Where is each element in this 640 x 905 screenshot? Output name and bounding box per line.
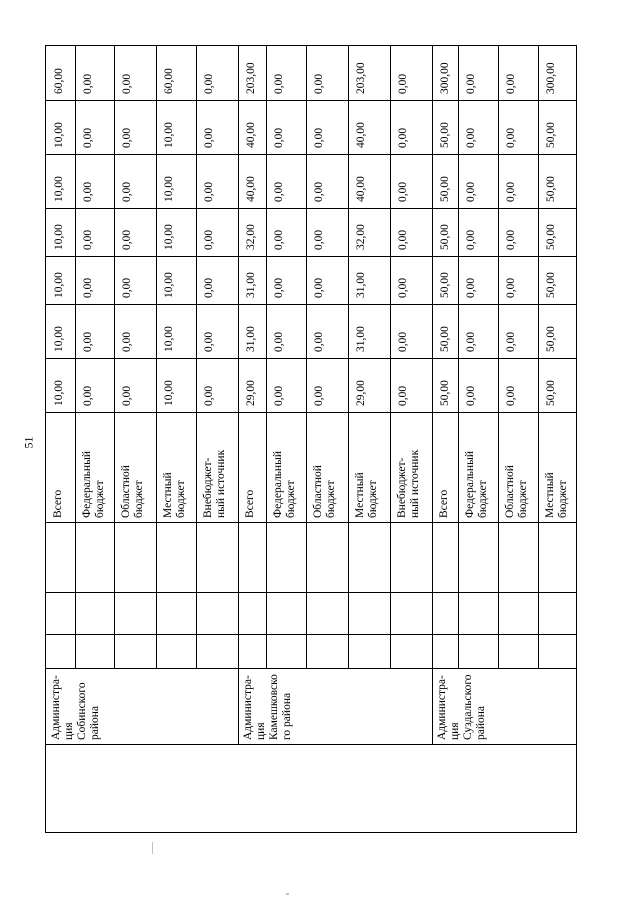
row-divider <box>498 46 499 668</box>
value-cell: 0,00 <box>505 73 517 94</box>
value-cell: 40,00 <box>355 176 367 202</box>
value-cell: 0,00 <box>465 229 477 250</box>
value-cell: 0,00 <box>82 331 94 352</box>
value-cell: 10,00 <box>53 272 65 298</box>
value-cell: 0,00 <box>203 181 215 202</box>
value-cell: 50,00 <box>439 122 451 148</box>
value-cell: 0,00 <box>505 127 517 148</box>
funding-source-label: Областной бюджет <box>504 465 529 518</box>
value-cell: 0,00 <box>313 229 325 250</box>
value-cell: 40,00 <box>245 176 257 202</box>
value-cell: 0,00 <box>121 127 133 148</box>
value-cell: 10,00 <box>163 122 175 148</box>
row-divider <box>75 46 76 668</box>
value-cell: 32,00 <box>355 224 367 250</box>
value-cell: 0,00 <box>313 181 325 202</box>
value-cell: 0,00 <box>465 331 477 352</box>
value-cell: 0,00 <box>505 181 517 202</box>
value-cell: 0,00 <box>397 385 409 406</box>
value-cell: 10,00 <box>163 272 175 298</box>
value-cell: 10,00 <box>53 176 65 202</box>
value-cell: 0,00 <box>313 277 325 298</box>
value-cell: 10,00 <box>163 176 175 202</box>
value-cell: 60,00 <box>163 68 175 94</box>
organisation-name: Администра- ция Суздальского района <box>436 674 487 740</box>
value-cell: 0,00 <box>273 277 285 298</box>
value-cell: 0,00 <box>203 331 215 352</box>
value-cell: 60,00 <box>53 68 65 94</box>
value-cell: 31,00 <box>355 272 367 298</box>
funding-source-label: Местный бюджет <box>162 472 187 518</box>
value-cell: 203,00 <box>355 62 367 94</box>
value-cell: 31,00 <box>245 326 257 352</box>
value-cell: 0,00 <box>273 73 285 94</box>
funding-source-label: Федеральный бюджет <box>464 451 489 518</box>
value-cell: 300,00 <box>439 62 451 94</box>
organisation-name: Администра- ция Собинского района <box>50 675 101 740</box>
column-divider <box>46 744 577 745</box>
value-cell: 50,00 <box>545 326 557 352</box>
funding-source-label: Местный бюджет <box>544 472 569 518</box>
row-divider <box>390 46 391 668</box>
value-cell: 50,00 <box>439 380 451 406</box>
value-cell: 50,00 <box>545 272 557 298</box>
value-cell: 0,00 <box>203 73 215 94</box>
value-cell: 10,00 <box>53 380 65 406</box>
value-cell: 0,00 <box>465 181 477 202</box>
value-cell: 0,00 <box>121 73 133 94</box>
value-cell: 50,00 <box>439 326 451 352</box>
column-divider <box>46 668 577 669</box>
value-cell: 0,00 <box>273 229 285 250</box>
value-cell: 29,00 <box>355 380 367 406</box>
value-cell: 0,00 <box>121 385 133 406</box>
row-divider <box>306 46 307 668</box>
funding-source-label: Внебюджет- ный источник <box>202 449 227 518</box>
value-cell: 0,00 <box>397 229 409 250</box>
funding-source-label: Всего <box>438 489 450 518</box>
value-cell: 0,00 <box>465 385 477 406</box>
value-cell: 0,00 <box>397 73 409 94</box>
value-cell: 0,00 <box>505 229 517 250</box>
page-number: 51 <box>21 436 36 449</box>
budget-table <box>45 45 577 833</box>
value-cell: 0,00 <box>313 331 325 352</box>
value-cell: 10,00 <box>53 224 65 250</box>
value-cell: 31,00 <box>355 326 367 352</box>
funding-source-label: Местный бюджет <box>354 472 379 518</box>
value-cell: 0,00 <box>505 385 517 406</box>
funding-source-label: Федеральный бюджет <box>272 451 297 518</box>
organisation-name: Администра- ция Камешковско го района <box>242 674 293 740</box>
value-cell: 0,00 <box>82 385 94 406</box>
row-divider <box>266 46 267 668</box>
value-cell: 0,00 <box>82 277 94 298</box>
value-cell: 0,00 <box>82 127 94 148</box>
scan-artifact <box>152 842 153 854</box>
value-cell: 0,00 <box>121 331 133 352</box>
value-cell: 10,00 <box>163 326 175 352</box>
value-cell: 203,00 <box>245 62 257 94</box>
funding-source-label: Внебюджет- ный источник <box>396 449 421 518</box>
row-divider <box>114 46 115 668</box>
value-cell: 0,00 <box>273 181 285 202</box>
group-divider <box>238 46 239 744</box>
row-divider <box>538 46 539 668</box>
value-cell: 29,00 <box>245 380 257 406</box>
value-cell: 0,00 <box>203 127 215 148</box>
value-cell: 0,00 <box>121 229 133 250</box>
value-cell: 0,00 <box>313 127 325 148</box>
row-divider <box>196 46 197 668</box>
funding-source-label: Всего <box>244 489 256 518</box>
value-cell: 0,00 <box>203 229 215 250</box>
value-cell: 0,00 <box>397 277 409 298</box>
value-cell: 40,00 <box>245 122 257 148</box>
value-cell: 0,00 <box>82 181 94 202</box>
funding-source-label: Областной бюджет <box>312 465 337 518</box>
value-cell: 0,00 <box>505 331 517 352</box>
value-cell: 0,00 <box>397 331 409 352</box>
value-cell: 10,00 <box>163 224 175 250</box>
value-cell: 50,00 <box>545 380 557 406</box>
value-cell: 0,00 <box>121 181 133 202</box>
value-cell: 40,00 <box>355 122 367 148</box>
value-cell: 0,00 <box>397 127 409 148</box>
value-cell: 50,00 <box>545 122 557 148</box>
funding-source-label: Всего <box>52 489 64 518</box>
funding-source-label: Федеральный бюджет <box>81 451 106 518</box>
group-divider <box>432 46 433 744</box>
scan-artifact <box>286 893 289 895</box>
value-cell: 10,00 <box>163 380 175 406</box>
value-cell: 0,00 <box>505 277 517 298</box>
value-cell: 10,00 <box>53 122 65 148</box>
value-cell: 50,00 <box>545 224 557 250</box>
value-cell: 0,00 <box>121 277 133 298</box>
funding-source-label: Областной бюджет <box>120 465 145 518</box>
value-cell: 31,00 <box>245 272 257 298</box>
value-cell: 50,00 <box>439 272 451 298</box>
value-cell: 0,00 <box>273 127 285 148</box>
value-cell: 0,00 <box>465 73 477 94</box>
value-cell: 0,00 <box>273 385 285 406</box>
row-divider <box>348 46 349 668</box>
value-cell: 50,00 <box>439 176 451 202</box>
value-cell: 300,00 <box>545 62 557 94</box>
value-cell: 0,00 <box>273 331 285 352</box>
value-cell: 50,00 <box>439 224 451 250</box>
value-cell: 0,00 <box>82 73 94 94</box>
row-divider <box>156 46 157 668</box>
value-cell: 0,00 <box>465 127 477 148</box>
value-cell: 0,00 <box>203 277 215 298</box>
value-cell: 32,00 <box>245 224 257 250</box>
value-cell: 0,00 <box>313 73 325 94</box>
value-cell: 0,00 <box>313 385 325 406</box>
value-cell: 0,00 <box>203 385 215 406</box>
value-cell: 0,00 <box>465 277 477 298</box>
value-cell: 50,00 <box>545 176 557 202</box>
value-cell: 0,00 <box>82 229 94 250</box>
value-cell: 0,00 <box>397 181 409 202</box>
row-divider <box>458 46 459 668</box>
value-cell: 10,00 <box>53 326 65 352</box>
